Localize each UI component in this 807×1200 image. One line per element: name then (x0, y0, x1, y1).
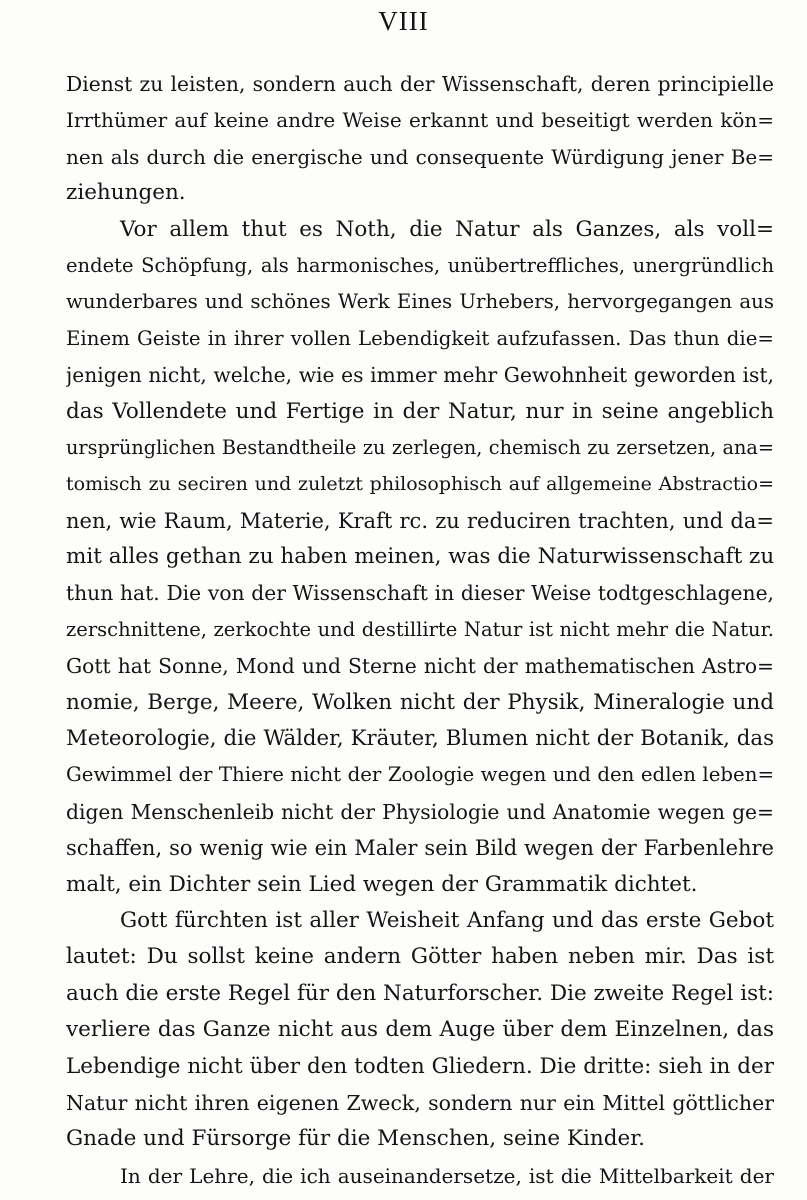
text-line: das Vollendete und Fertige in der Natur, nur in seine angeblich (66, 398, 774, 424)
text-line: schaffen, so wenig wie ein Maler sein Bild wegen der Farbenlehre (66, 836, 774, 861)
text-line: Vor allem thut es Noth, die Natur als Ganzes, als voll= (120, 216, 774, 242)
text-line: jenigen nicht, welche, wie es immer mehr Gewohnheit geworden ist, (66, 363, 774, 388)
text-line: Einem Geiste in ihrer vollen Lebendigkeit aufzufassen. Das thun die= (66, 326, 774, 350)
text-line: Irrthümer auf keine andre Weise erkannt und beseitigt werden kön= (66, 108, 774, 133)
text-line: tomisch zu seciren und zuletzt philosophisch auf allgemeine Abstractio= (66, 473, 774, 496)
text-line: ursprünglichen Bestandtheile zu zerlegen, chemisch zu zersetzen, ana= (66, 435, 774, 459)
text-line: zerschnittene, zerkochte und destillirte Natur ist nicht mehr die Natur. (66, 617, 774, 641)
text-line: thun hat. Die von der Wissenschaft in dieser Weise todtgeschlagene, (66, 581, 774, 606)
text-line: mit alles gethan zu haben meinen, was die Naturwissenschaft zu (66, 544, 774, 570)
text-line: Lebendige nicht über den todten Gliedern. Die dritte: sieh in der (66, 1053, 774, 1079)
text-line: digen Menschenleib nicht der Physiologie und Anatomie wegen ge= (66, 799, 774, 824)
text-line: auch die erste Regel für den Naturforscher. Die zweite Regel ist: (66, 980, 774, 1006)
text-line: endete Schöpfung, als harmonisches, unübertreffliches, unergründlich (66, 253, 774, 277)
text-line: lautet: Du sollst keine andern Götter haben neben mir. Das ist (66, 944, 774, 970)
text-line: Gott fürchten ist aller Weisheit Anfang und das erste Gebot (120, 907, 774, 933)
text-line: malt, ein Dichter sein Lied wegen der Grammatik dichtet. (66, 871, 698, 897)
text-line: Gnade und Fürsorge für die Menschen, seine Kinder. (66, 1126, 645, 1152)
page-number: VIII (378, 6, 429, 36)
text-line: nen, wie Raum, Materie, Kraft rc. zu reduciren trachten, und da= (66, 508, 774, 533)
body-text (66, 66, 774, 1194)
text-line: Gott hat Sonne, Mond und Sterne nicht der mathematischen Astro= (66, 654, 774, 679)
text-line: nomie, Berge, Meere, Wolken nicht der Physik, Mineralogie und (66, 689, 774, 715)
text-line: Gewimmel der Thiere nicht der Zoologie wegen und den edlen leben= (66, 763, 774, 787)
text-line: nen als durch die energische und consequente Würdigung jener Be= (66, 144, 774, 169)
text-line: verliere das Ganze nicht aus dem Auge über dem Einzelnen, das (66, 1017, 774, 1043)
text-line: Natur nicht ihren eigenen Zweck, sondern nur ein Mittel göttlicher (66, 1090, 774, 1115)
text-line: Dienst zu leisten, sondern auch der Wissenschaft, deren principielle (66, 72, 774, 96)
text-line: In der Lehre, die ich auseinandersetze, ist die Mittelbarkeit der (120, 1163, 774, 1188)
text-line: wunderbares und schönes Werk Eines Urhebers, hervorgegangen aus (66, 290, 774, 314)
text-line: Meteorologie, die Wälder, Kräuter, Blumen nicht der Botanik, das (66, 726, 774, 752)
text-line: ziehungen. (66, 180, 186, 206)
